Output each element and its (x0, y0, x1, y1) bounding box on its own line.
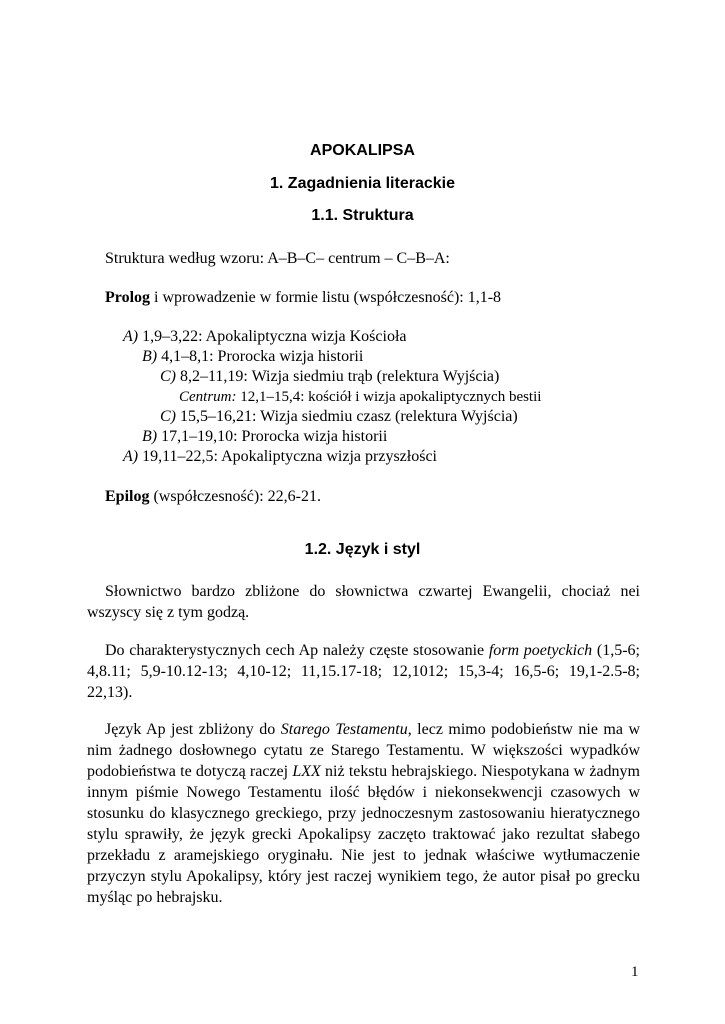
outline-marker: A) (123, 448, 139, 465)
epilog-line (105, 487, 321, 507)
section-heading-1-2: 1.2. Język i styl (304, 541, 421, 558)
outline-text: 1,9–3,22: Apokaliptyczna wizja Kościoła (138, 328, 407, 345)
section-heading-1: 1. Zagadnienia literackie (270, 175, 455, 192)
paragraph-text: niż tekstu hebrajskiego. Niespotykana w żadnym innym piśmie Nowego Testamentu ilość błędów i niekonsekwencji czasowych w stosunku do klasycznego greckiego, przy jednoczesnym zastosowaniu hieratycznego stylu sprawiły, że język grecki Apokalipsy zaczęto traktować jako rezultat słabego przekładu z aramejskiego oryginału. Nie jest to jednak właściwe wytłumaczenie przyczyn stylu Apokalipsy, który jest raczej wynikiem tego, że autor pisał po grecku myśląc po hebrajsku. (87, 763, 640, 906)
outline-item (142, 427, 387, 447)
paragraph-italic: Starego Testamentu (280, 721, 408, 738)
section-heading-1-1: 1.1. Struktura (311, 207, 414, 224)
paragraph-text: Język Ap jest zbliżony do (105, 721, 281, 738)
paragraph-text: , lecz mimo podobieństw nie ma w nim żadnego dosłownego cytatu ze Starego Testamentu. W większości wypadków podobieństwa te dotyczą raczej (87, 721, 640, 780)
outline-marker: C) (160, 368, 176, 385)
outline-item (160, 367, 499, 387)
paragraph-italic: LXX (292, 763, 321, 780)
epilog-text: (współczesność): 22,6-21. (149, 488, 321, 505)
paragraph-poetic-forms (87, 640, 640, 703)
outline-marker: B) (142, 428, 158, 445)
paragraph-text: (1,5-6; 4,8.11; 5,9-10.12-13; 4,10-12; 11,15.17-18; 12,1012; 15,3-4; 16,5-6; 19,1-2.5-8; 22,13). (87, 642, 640, 701)
outline-marker: A) (123, 328, 139, 345)
outline-text: 12,1–15,4: kościół i wizja apokaliptycznych bestii (236, 389, 542, 405)
outline-item (160, 407, 518, 427)
outline-text: 19,11–22,5: Apokaliptyczna wizja przyszłości (138, 448, 437, 465)
outline-text: 15,5–16,21: Wizja siedmiu czasz (relektura Wyjścia) (176, 408, 518, 425)
paragraph-italic: form poetyckich (488, 642, 593, 659)
page-number: 1 (631, 964, 639, 980)
outline-item (142, 347, 363, 367)
outline-marker: Centrum: (179, 389, 237, 405)
paragraph-language (87, 719, 640, 908)
paragraph-text: Do charakterystycznych cech Ap należy częste stosowanie (105, 642, 489, 659)
outline-item-centrum (179, 387, 541, 407)
prolog-label: Prolog (105, 289, 151, 306)
outline-text: 4,1–8,1: Prorocka wizja historii (157, 348, 364, 365)
paragraph-vocabulary: Słownictwo bardzo zbliżone do słownictwa czwartej Ewangelii, chociaż nei wszyscy się z tym godzą. (87, 583, 640, 621)
prolog-text: i wprowadzenie w formie listu (współczesność): 1,1-8 (150, 289, 502, 306)
prolog-line (105, 288, 501, 308)
structure-intro: Struktura według wzoru: A–B–C– centrum – C–B–A: (105, 250, 450, 267)
epilog-label: Epilog (105, 488, 150, 505)
outline-item (123, 447, 437, 467)
outline-item (123, 327, 407, 347)
outline-marker: B) (142, 348, 158, 365)
outline-marker: C) (160, 408, 176, 425)
outline-text: 17,1–19,10: Prorocka wizja historii (157, 428, 388, 445)
outline-text: 8,2–11,19: Wizja siedmiu trąb (relektura Wyjścia) (176, 368, 500, 385)
document-title: APOKALIPSA (310, 142, 415, 159)
